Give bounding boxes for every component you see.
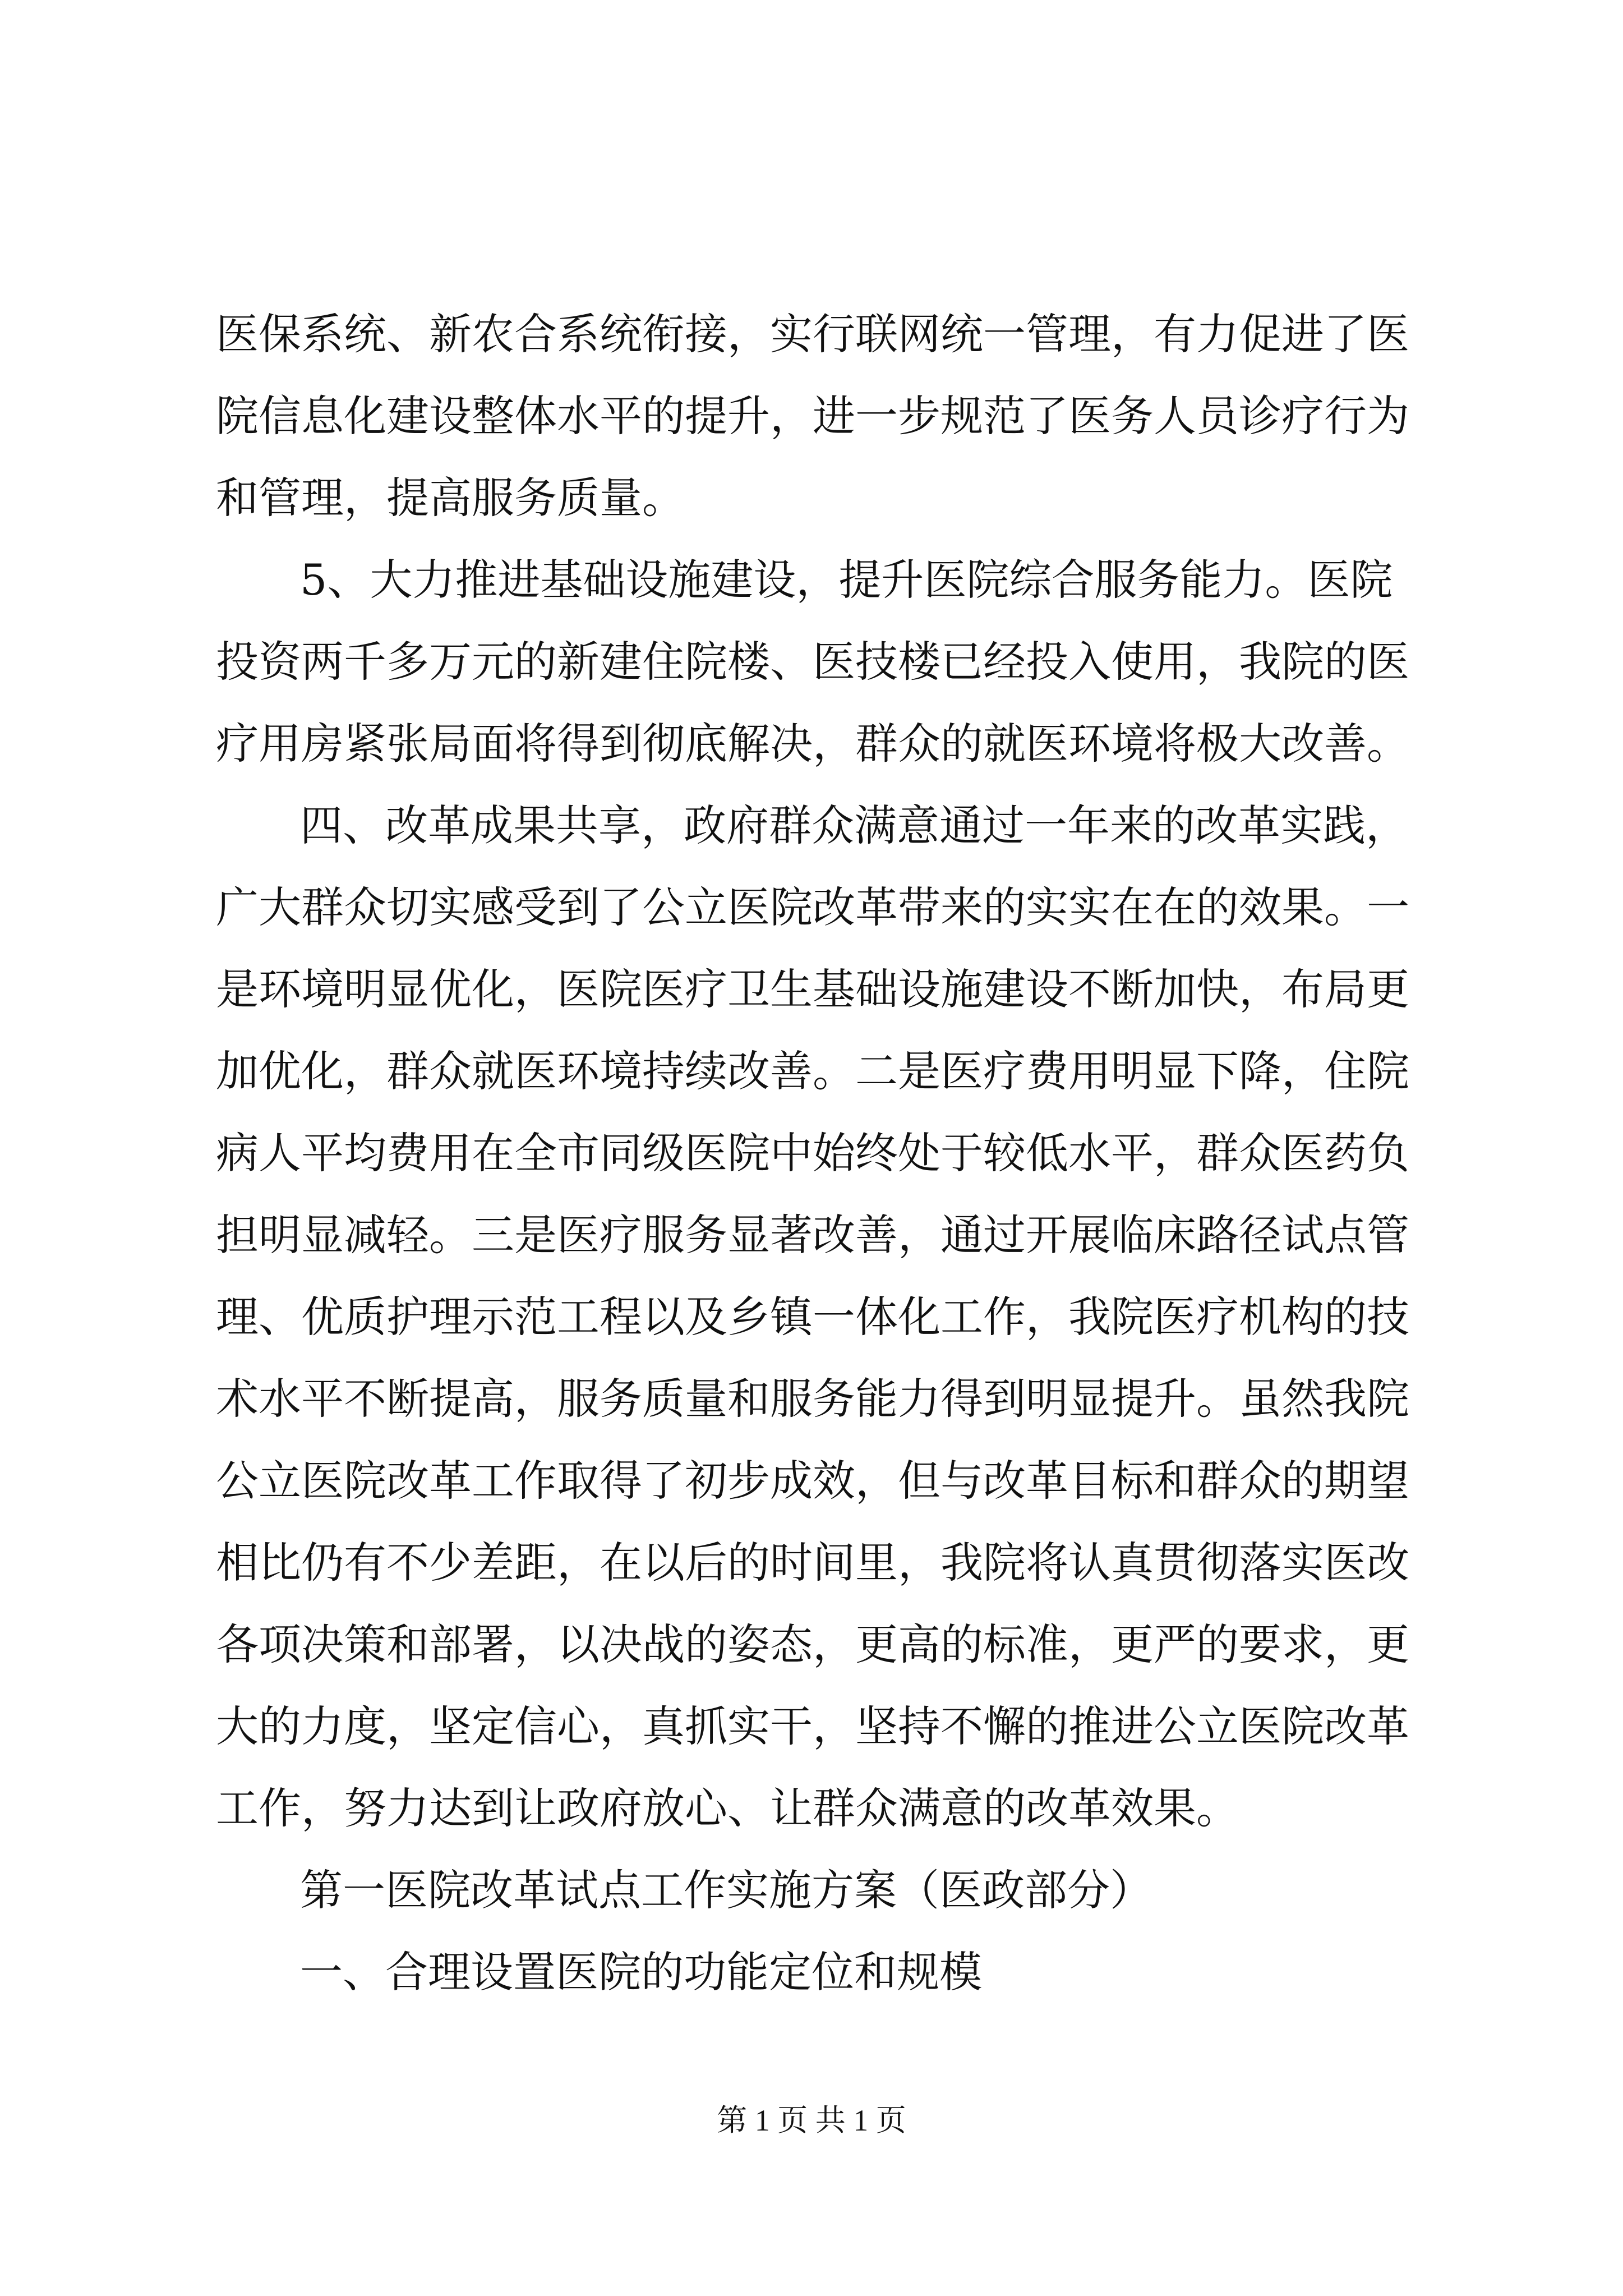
section-heading: 一、合理设置医院的功能定位和规模: [300, 1947, 982, 1997]
body-text-line: 担明显减轻。三是医疗服务显著改善，通过开展临床路径试点管: [216, 1210, 1409, 1260]
paragraph-first-line: 5、大力推进基础设施建设，提升医院综合服务能力。医院: [300, 555, 1393, 605]
paragraph-first-line: 四、改革成果共享，政府群众满意通过一年来的改革实践，: [300, 800, 1408, 850]
body-text-line: 加优化，群众就医环境持续改善。二是医疗费用明显下降，住院: [216, 1046, 1409, 1096]
body-text-line: 和管理，提高服务质量。: [216, 473, 685, 523]
body-text-line: 大的力度，坚定信心，真抓实干，坚持不懈的推进公立医院改革: [216, 1701, 1409, 1751]
body-text-line: 广大群众切实感受到了公立医院改革带来的实实在在的效果。一: [216, 882, 1409, 932]
page-number-footer: 第 1 页 共 1 页: [717, 2104, 906, 2137]
body-text-line: 理、优质护理示范工程以及乡镇一体化工作，我院医疗机构的技: [216, 1292, 1409, 1342]
body-text-line: 是环境明显优化，医院医疗卫生基础设施建设不断加快，布局更: [216, 964, 1409, 1014]
body-text-line: 投资两千多万元的新建住院楼、医技楼已经投入使用，我院的医: [216, 637, 1409, 687]
body-text-line: 相比仍有不少差距，在以后的时间里，我院将认真贯彻落实医改: [216, 1538, 1409, 1588]
body-text-line: 疗用房紧张局面将得到彻底解决，群众的就医环境将极大改善。: [216, 719, 1409, 769]
body-text-line: 病人平均费用在全市同级医院中始终处于较低水平，群众医药负: [216, 1128, 1409, 1178]
body-text-line: 各项决策和部署，以决战的姿态，更高的标准，更严的要求，更: [216, 1619, 1409, 1669]
body-text-line: 术水平不断提高，服务质量和服务能力得到明显提升。虽然我院: [216, 1374, 1409, 1424]
body-text-line: 公立医院改革工作取得了初步成效，但与改革目标和群众的期望: [216, 1456, 1409, 1506]
body-text-line: 院信息化建设整体水平的提升，进一步规范了医务人员诊疗行为: [216, 391, 1409, 441]
section-title: 第一医院改革试点工作实施方案（医政部分）: [300, 1865, 1152, 1915]
body-text-line: 工作，努力达到让政府放心、让群众满意的改革效果。: [216, 1783, 1239, 1833]
body-text-line: 医保系统、新农合系统衔接，实行联网统一管理，有力促进了医: [216, 309, 1409, 359]
